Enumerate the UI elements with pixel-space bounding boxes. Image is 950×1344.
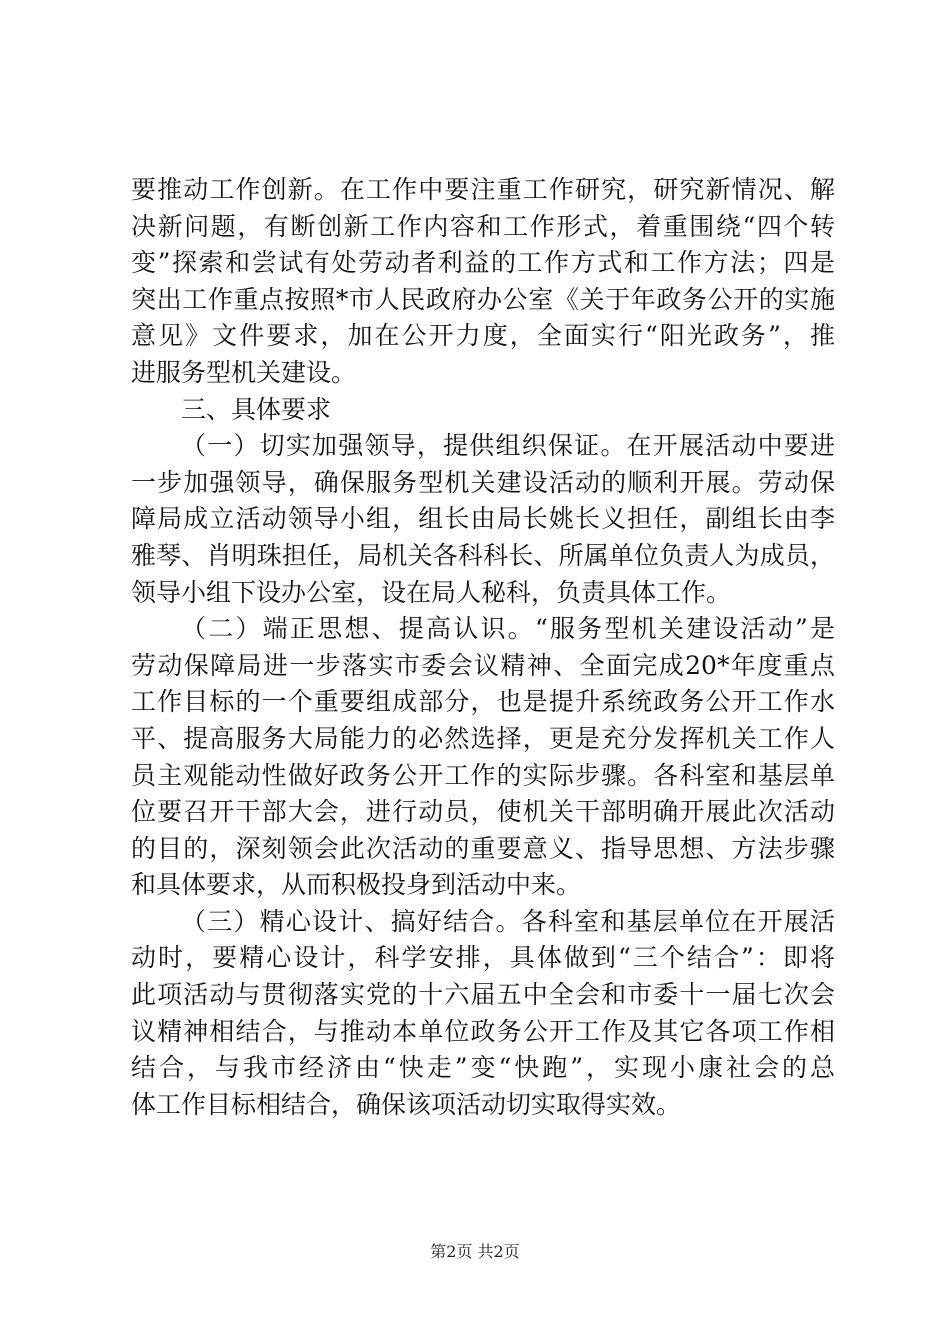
paragraph — [131, 392, 835, 429]
text-line: 意见》文件要求，加在公开力度，全面实行“阳光政务”，推 — [131, 321, 835, 351]
text-line: 障局成立活动领导小组，组长由局长姚长义担任，副组长由李 — [131, 504, 835, 534]
page-footer: 第2页 共2页 — [430, 1242, 520, 1261]
text-line: 变”探索和尝试有处劳动者利益的工作方式和工作方法；四是 — [131, 248, 835, 278]
text-line: 进服务型机关建设。 — [131, 357, 357, 387]
text-line: 此项活动与贯彻落实党的十六届五中全会和市委十一届七次会 — [131, 980, 835, 1010]
text-line: 员主观能动性做好政务公开工作的实际步骤。各科室和基层单 — [131, 760, 835, 790]
text-line: 三、具体要求 — [181, 394, 332, 424]
document-body — [131, 172, 835, 1123]
paragraph — [131, 611, 835, 904]
text-line: 要推动工作创新。在工作中要注重工作研究，研究新情况、解 — [131, 175, 835, 204]
text-line: 结合，与我市经济由“快走”变“快跑”，实现小康社会的总 — [131, 1053, 835, 1083]
text-line: （一）切实加强领导，提供组织保证。在开展活动中要进 — [181, 431, 835, 461]
paragraph — [131, 172, 835, 392]
text-line: （三）精心设计、搞好结合。各科室和基层单位在开展活 — [181, 906, 835, 936]
text-line: 体工作目标相结合，确保该项活动切实取得实效。 — [131, 1089, 682, 1119]
text-line: 劳动保障局进一步落实市委会议精神、全面完成20*年度重点 — [131, 650, 835, 680]
text-line: 决新问题，有断创新工作内容和工作形式，着重围绕“四个转 — [131, 211, 835, 241]
text-line: 工作目标的一个重要组成部分，也是提升系统政务公开工作水 — [131, 687, 835, 717]
text-line: 位要召开干部大会，进行动员，使机关干部明确开展此次活动 — [131, 797, 835, 827]
text-line: 议精神相结合，与推动本单位政务公开工作及其它各项工作相 — [131, 1016, 835, 1046]
text-line: 一步加强领导，确保服务型机关建设活动的顺利开展。劳动保 — [131, 467, 835, 497]
text-line: 雅琴、肖明珠担任，局机关各科科长、所属单位负责人为成员， — [131, 540, 835, 570]
text-line: （二）端正思想、提高认识。“服务型机关建设活动”是 — [181, 614, 835, 644]
paragraph — [131, 904, 835, 1124]
text-line: 动时，要精心设计，科学安排，具体做到“三个结合”：即将 — [131, 943, 835, 973]
text-line: 平、提高服务大局能力的必然选择，更是充分发挥机关工作人 — [131, 723, 835, 753]
text-line: 的目的，深刻领会此次活动的重要意义、指导思想、方法步骤 — [131, 833, 835, 863]
text-line: 和具体要求，从而积极投身到活动中来。 — [131, 870, 582, 900]
paragraph — [131, 428, 835, 611]
text-line: 领导小组下设办公室，设在局人秘科，负责具体工作。 — [131, 577, 732, 607]
text-line: 突出工作重点按照*市人民政府办公室《关于年政务公开的实施 — [131, 284, 835, 314]
